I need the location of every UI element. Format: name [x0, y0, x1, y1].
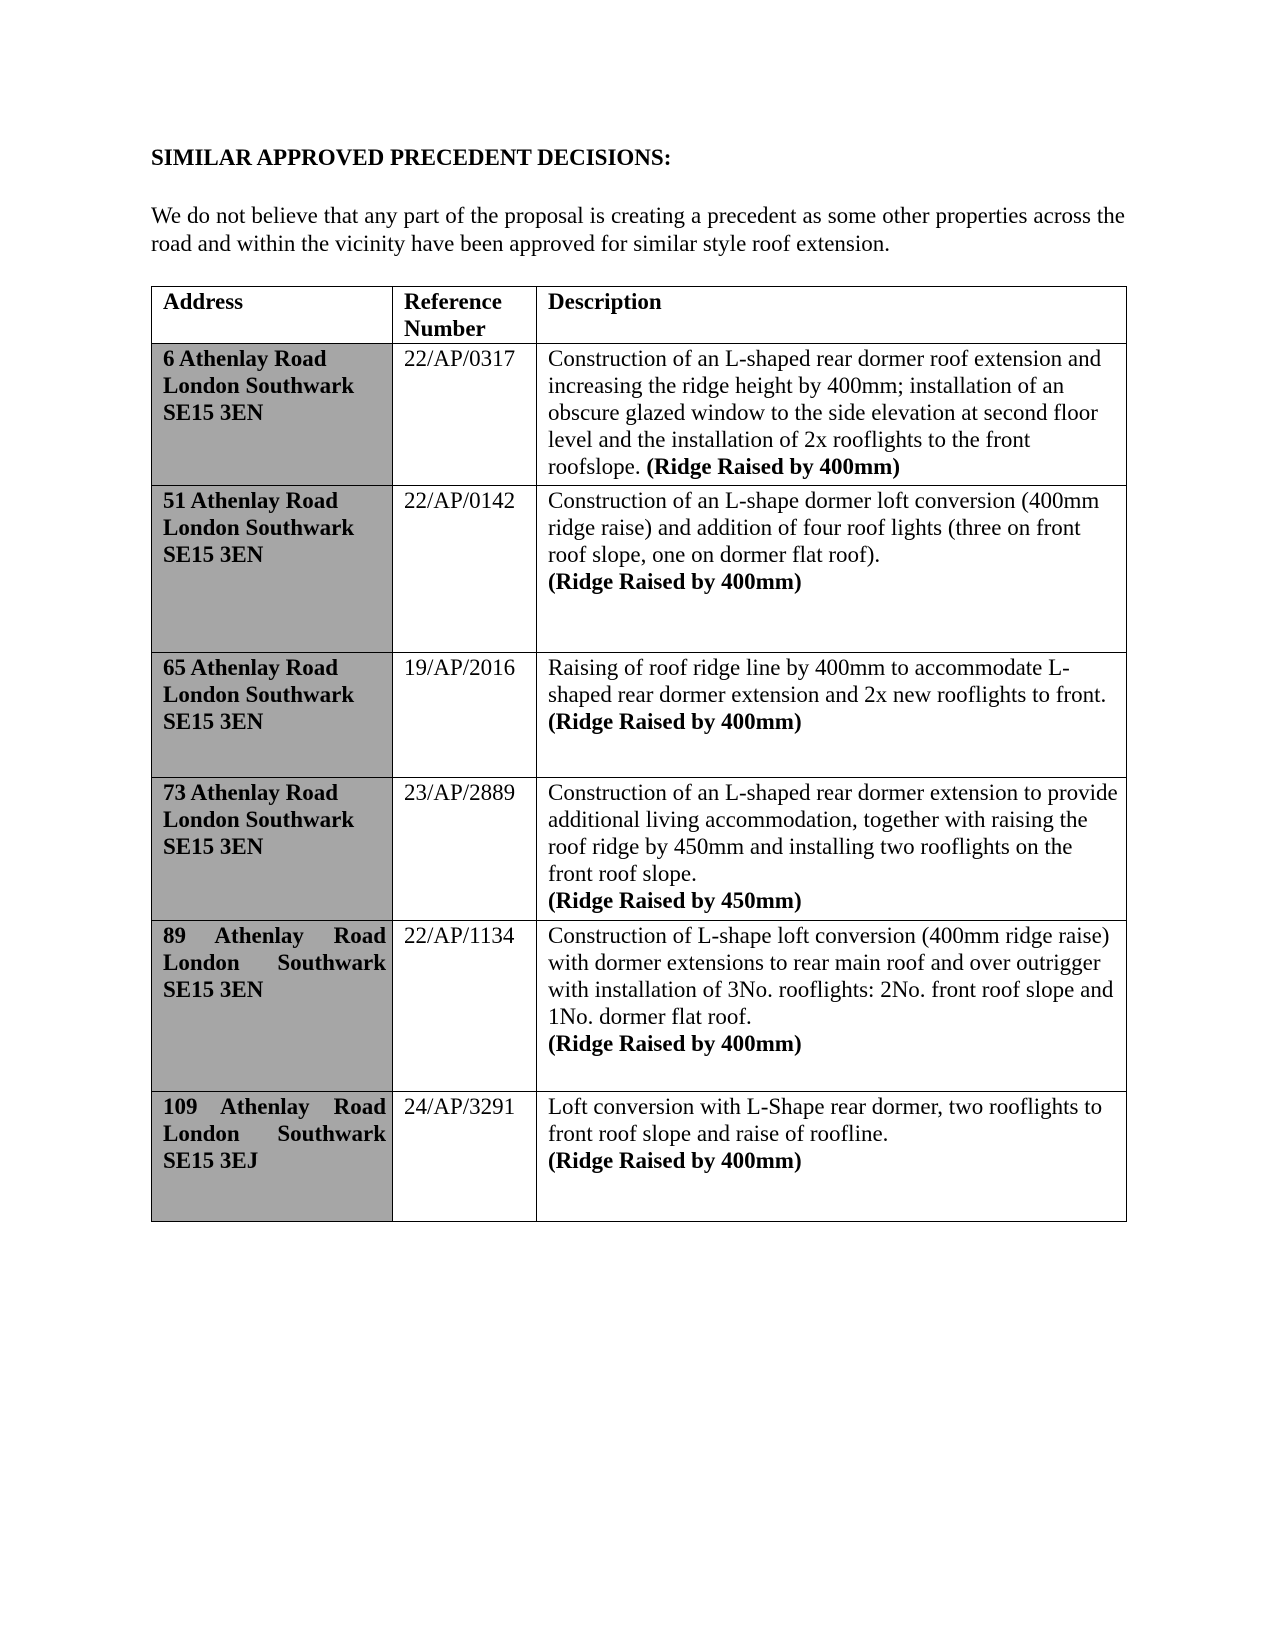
address-line: SE15 3EN: [163, 709, 264, 734]
ridge-note: (Ridge Raised by 450mm): [548, 888, 802, 913]
table-header-row: [152, 287, 1127, 344]
reference-cell: 22/AP/1134: [393, 921, 537, 1092]
reference-cell: 22/AP/0142: [393, 486, 537, 653]
ridge-note: (Ridge Raised by 400mm): [646, 454, 901, 479]
address-line: London Southwark: [163, 807, 355, 832]
header-address: Address: [152, 287, 393, 344]
table-row: [152, 653, 1127, 778]
reference-cell: 22/AP/0317: [393, 344, 537, 486]
ridge-note: (Ridge Raised by 400mm): [548, 1031, 802, 1056]
description-text: Raising of roof ridge line by 400mm to accommodate L-shaped rear dormer extension and 2x new rooflights to front.: [548, 655, 1107, 707]
table-row: [152, 921, 1127, 1092]
precedent-table: [151, 286, 1127, 1222]
address-line: London Southwark: [163, 682, 355, 707]
address-cell: [152, 921, 393, 1092]
table-row: [152, 344, 1127, 486]
description-text: Construction of an L-shaped rear dormer extension to provide additional living accommodation, together with raising the roof ridge by 450mm and installing two rooflights on the front roof slope.: [548, 780, 1118, 886]
address-line: 73 Athenlay Road: [163, 780, 339, 805]
reference-cell: 24/AP/3291: [393, 1092, 537, 1222]
address-cell: [152, 778, 393, 921]
address-line: 6 Athenlay Road: [163, 346, 327, 371]
address-cell: [152, 486, 393, 653]
description-cell: [537, 921, 1127, 1092]
address-line: 65 Athenlay Road: [163, 655, 339, 680]
address-line: 89 Athenlay Road: [163, 923, 386, 948]
address-line: London Southwark: [163, 373, 355, 398]
reference-cell: 19/AP/2016: [393, 653, 537, 778]
description-text: Construction of an L-shaped rear dormer roof extension and increasing the ridge height by 400mm; installation of an obscure glazed window to the side elevation at second floor level and the installation of 2x rooflights to the front roofslope.: [548, 346, 1102, 479]
description-cell: [537, 653, 1127, 778]
description-text: Construction of an L-shape dormer loft conversion (400mm ridge raise) and addition of four roof lights (three on front roof slope, one on dormer flat roof).: [548, 488, 1100, 567]
table-row: [152, 778, 1127, 921]
reference-cell: 23/AP/2889: [393, 778, 537, 921]
page-heading: SIMILAR APPROVED PRECEDENT DECISIONS:: [151, 145, 672, 170]
description-text: Loft conversion with L-Shape rear dormer, two rooflights to front roof slope and raise of roofline.: [548, 1094, 1103, 1146]
header-reference-line1: Reference: [404, 289, 502, 314]
description-cell: [537, 778, 1127, 921]
address-line: 51 Athenlay Road: [163, 488, 339, 513]
address-line: SE15 3EN: [163, 542, 264, 567]
ridge-note: (Ridge Raised by 400mm): [548, 709, 802, 734]
description-text: Construction of L-shape loft conversion (400mm ridge raise) with dormer extensions to rear main roof and over outrigger with installation of 3No. rooflights: 2No. front roof slope and 1No. dormer flat roof.: [548, 923, 1114, 1029]
address-line: SE15 3EJ: [163, 1148, 259, 1173]
ridge-note: (Ridge Raised by 400mm): [548, 569, 802, 594]
header-reference: [393, 287, 537, 344]
address-cell: [152, 653, 393, 778]
address-line: SE15 3EN: [163, 400, 264, 425]
ridge-note: (Ridge Raised by 400mm): [548, 1148, 802, 1173]
table-row: [152, 1092, 1127, 1222]
address-line: 109 Athenlay Road: [163, 1094, 386, 1119]
address-line: SE15 3EN: [163, 834, 264, 859]
description-cell: [537, 1092, 1127, 1222]
address-line: SE15 3EN: [163, 977, 264, 1002]
table-row: [152, 486, 1127, 653]
description-cell: [537, 344, 1127, 486]
address-line: London Southwark: [163, 515, 355, 540]
address-cell: [152, 344, 393, 486]
address-cell: [152, 1092, 393, 1222]
intro-paragraph: We do not believe that any part of the proposal is creating a precedent as some other properties across the road and within the vicinity have been approved for similar style roof extension.: [151, 203, 1125, 256]
description-cell: [537, 486, 1127, 653]
header-description: Description: [537, 287, 1127, 344]
header-reference-line2: Number: [404, 316, 486, 341]
address-line: London Southwark: [163, 1121, 386, 1146]
address-line: London Southwark: [163, 950, 386, 975]
